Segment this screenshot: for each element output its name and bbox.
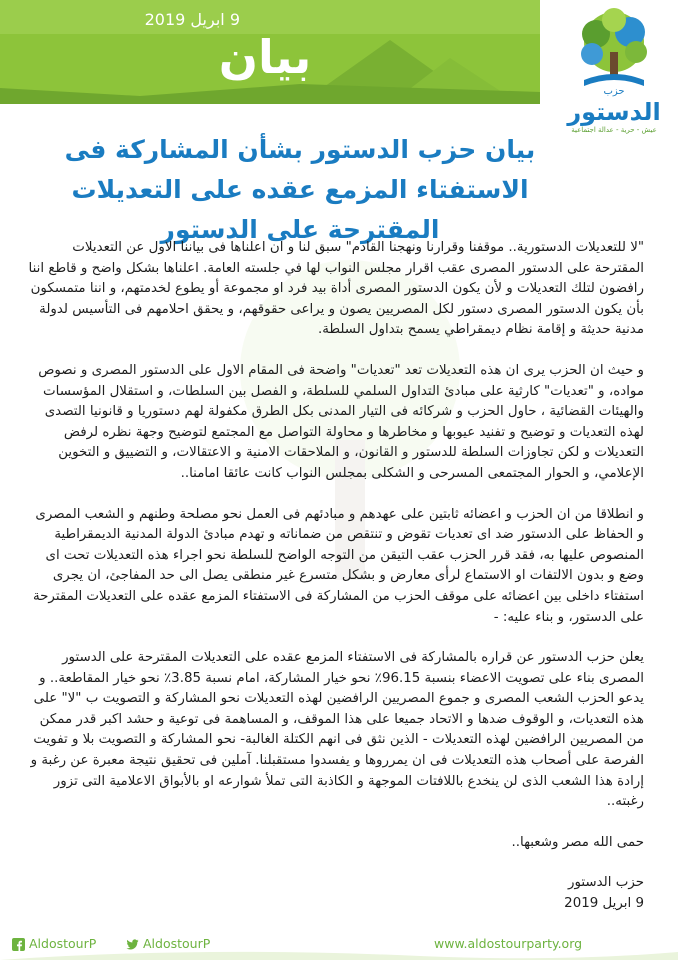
footer: [0, 928, 678, 960]
paragraph-3: و انطلاقا من ان الحزب و اعضائه ثابتين على عهدهم و مبادئهم فى العمل نحو مصلحة وطنهم و الشعب المصرى و الحفاظ على الدستور ضد اى تعديات تقوض و تنتقص من ضماناته و تهدم مبادئ الدولة المدنية الديمقراطية المنصوص عليها به، فقد قرر الحزب عقب التيقن من التوجه الواضح للسلطة نحو اجراء هذه التعديلات تحت اى وضع و بدون الالتفات او الاستماع لرأى معارض و بشكل متسرع غير منطقى يصل الى حد المفاجئ، ان يجرى استفتاء داخلى بين اعضائه على موقف الحزب من المشاركة فى الاستفتاء المزمع عقده على التعديلات المقترحة على الدستور، و بناء عليه: -: [32, 506, 644, 625]
banner-title: بيان: [218, 30, 312, 84]
statement-body: [28, 238, 644, 915]
paragraph-1: "لا للتعديلات الدستورية.. موقفنا وقرارنا ونهجنا القادم" سبق لنا و ان اعلناها فى بياننا الاول عن التعديلات المقترحة على الدستور المصرى عقب اقرار مجلس النواب لها في جلسته العامة. اعلناها بشكل واضح و قاطع اننا رافضون لتلك التعديلات و لأن يكون الدستور المصرى أداة بيد فرد او مجموعة أو يطوع لخدمتهم، و اننا متمسكون بأن يكون الدستور المصرى دستور لكل المصريين يصون و يراعى حقوقهم، و يحقق احلامهم فى التأسيس لدولة مدنية حديثة و إقامة نظام ديمقراطي يسمح بتداول السلطة.: [28, 240, 644, 338]
logo-tagline: عيش - حرية - عدالة اجتماعية: [571, 126, 657, 134]
footer-twitter[interactable]: [126, 936, 210, 951]
closing-line: حمى الله مصر وشعبها..: [511, 834, 644, 850]
footer-facebook[interactable]: [12, 936, 96, 951]
paragraph-2: و حيث ان الحزب يرى ان هذه التعديلات تعد "تعديات" واضحة فى المقام الاول على الدستور المصرى و نصوص مواده، و "تعديات" كارثية على مبادئ التداول السلمي للسلطة، و الفصل بين السلطات، و استقلال المؤسسات والهيئات القضائية ، حاول الحزب و شركائه فى التيار المدنى بكل الطرق مكفولة لهم دستوريا و قانونيا التصدى لهذه التعديات و توضيح و تفنيد عيوبها و مخاطرها و محاولة التواصل مع المجتمع لتوضيح وجهة نظره لرفض التعديلات و لكن تجاوزات السلطة للدستور و القانون، و الملاحقات الامنية و الاعتقالات، و التضييق و التخوين الإعلامي، و الحوار المجتمعى المسرحى و الشكلى بمجلس النواب كانت عائقا امامنا..: [38, 362, 644, 481]
paragraph-4: يعلن حزب الدستور عن قراره بالمشاركة فى الاستفتاء المزمع عقده على التعديلات المقترحة على الدستور المصرى بناء على تصويت الاعضاء بنسبة 96.15٪ نحو خيار المشاركة، امام نسبة 3.85٪ نحو خيار المقاطعة.. و يدعو الحزب الشعب المصرى و جموع المصريين الرافضين لهذه التعديلات نحو المشاركة و التصويت ب "لا" على هذه التعديات، و الوقوف ضدها و الاتحاد جميعا على هذا الموقف، و المساهمة فى توعية و حشد اكبر قدر ممكن من المصريين الرافضين لهذه التعديلات - الذين نثق فى انهم الكتلة الغالبة- نحو المشاركة و التصويت بلا و تفويت الفرصة على أصحاب هذه التعديلات فى ان يمرروها و يفسدوا مستقبلنا. آملين فى تحقيق نتيجة معبرة عن رغبة و إرادة هذا الشعب الذى لن ينخدع باللافتات الموجهة و الكاذبة التى تملأ شوارعه او بالأبواق الاعلامية التى تزور رغبته..: [30, 650, 644, 810]
headline: بيان حزب الدستور بشأن المشاركة فى الاستفتاء المزمع عقده على التعديلات المقترحة على الدستور: [64, 135, 536, 244]
signature-block: [28, 873, 644, 914]
logo-name: الدستور: [567, 98, 661, 126]
facebook-icon: [12, 938, 25, 951]
signature-date: 9 ابريل 2019: [564, 896, 644, 912]
twitter-icon: [126, 938, 139, 951]
header-banner: [0, 0, 540, 104]
footer-website-link[interactable]: www.aldostourparty.org: [434, 936, 583, 951]
twitter-handle: AldostourP: [143, 936, 211, 951]
facebook-handle: AldostourP: [29, 936, 97, 951]
logo-small-label: حزب: [603, 86, 625, 97]
header-date: 9 ابريل 2019: [144, 10, 240, 29]
signature-party: حزب الدستور: [567, 875, 644, 891]
